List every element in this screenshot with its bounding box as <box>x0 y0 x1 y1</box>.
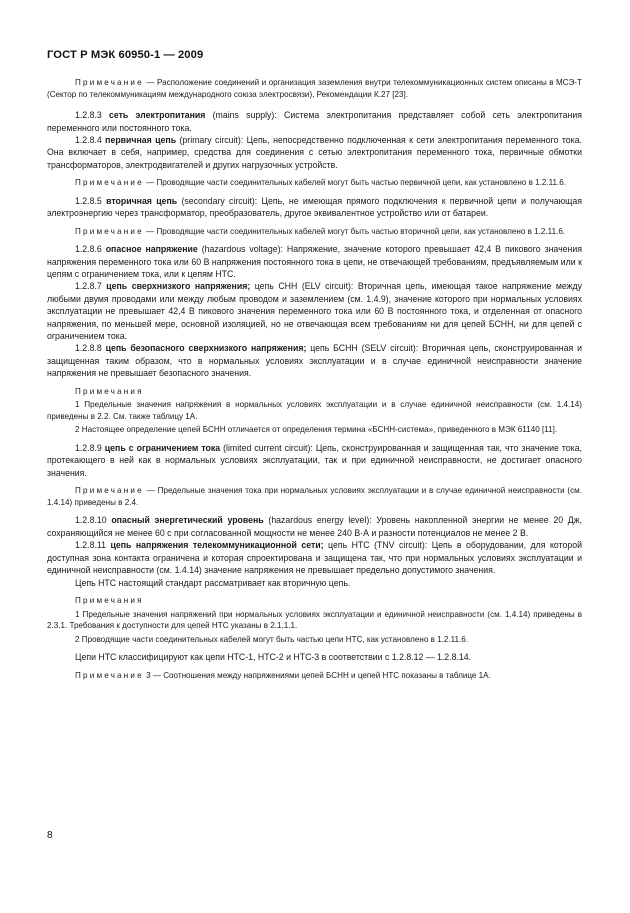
defined-term: цепь безопасного сверхнизкого напряжения; <box>105 343 307 354</box>
note-label: Примечания <box>75 386 144 396</box>
definition-1-2-8-8 <box>47 342 582 379</box>
clause-number: 1.2.8.8 <box>75 343 106 354</box>
definition-1-2-8-9 <box>47 442 582 479</box>
defined-term: вторичная цепь <box>106 195 178 206</box>
clause-number: 1.2.8.11 <box>75 540 111 551</box>
note-label: Примечание <box>75 178 144 188</box>
defined-term: опасный энергетический уровень <box>111 515 264 526</box>
definition-text: (primary circuit): Цепь, непосредственно подключенная к сети электропитания переменного тока. Она включает в себя, например, средства для соединения с сетью электропитания переменного тока, первичные обмотки трансформаторов, электродвигателей и других нагрузочных устройств. <box>47 135 582 170</box>
defined-term: цепь сверхнизкого напряжения; <box>106 281 251 292</box>
definition-1-2-8-3 <box>47 109 582 134</box>
defined-term: цепь с ограничением тока <box>104 443 221 454</box>
clause-number: 1.2.8.10 <box>75 515 112 526</box>
definition-text: (hazardous voltage): Напряжение, значение которого превышает 42,4 В пикового значения напряжения переменного тока или 60 В напряжения постоянного тока в цепи, не отвечающей требованиям, предъявляемым или к цепям с ограничением тока, или к цепям НТС. <box>47 244 582 280</box>
page-number: 8 <box>47 830 53 841</box>
note-label: Примечание <box>75 670 144 680</box>
defined-term: цепь напряжения телекоммуникационной сети; <box>110 540 324 551</box>
note-label: Примечания <box>75 595 144 605</box>
note-text: — Предельные значения тока при нормальных условиях эксплуатации и в случае единичной неисправности (см. 1.4.14) приведены в 2.4. <box>47 486 582 507</box>
page-header: ГОСТ Р МЭК 60950-1 — 2009 <box>47 49 204 61</box>
note-1 <box>47 177 582 189</box>
definition-1-2-8-11 <box>47 539 582 576</box>
note-3-item-1: 1 Предельные значения напряжения в нормальных условиях эксплуатации и в случае единичной неисправности (см. 1.4.14) приведены в 2.2. См. также таблицу 1А. <box>47 400 582 421</box>
clause-number: 1.2.8.7 <box>75 281 107 292</box>
page-body <box>47 77 582 681</box>
definition-1-2-8-4 <box>47 134 582 171</box>
notes-heading-1 <box>47 386 582 398</box>
defined-term: сеть электропитания <box>109 110 206 121</box>
defined-term: первичная цепь <box>105 135 177 145</box>
note-text: 3 — Соотношения между напряжениями цепей БСНН и цепей НТС показаны в таблице 1А. <box>143 670 491 680</box>
paragraph-tnv-classes: Цепи НТС классифицируют как цепи НТС-1, НТС-2 и НТС-3 в соответствии с 1.2.8.12 — 1.2.8.14. <box>75 652 472 663</box>
note-label: Примечание <box>75 226 144 236</box>
note-text: — Проводящие части соединительных кабелей могут быть частью первичной цепи, как установлено в 1.2.11.6. <box>143 178 567 188</box>
definition-text: цепь НТС (TNV circuit): Цепь в оборудовании, для которой доступная зона контакта ограничена и которая спроектирована и защищена так, что при нормальных условиях эксплуатации и единичной неисправности (см. 1.4.14) значение напряжения не превышает предельно допустимого значения. <box>47 540 582 576</box>
definition-text: цепь СНН (ELV circuit): Вторичная цепь, имеющая такое напряжение между любыми двумя проводами или между любым проводом и заземлением (см. 1.4.9), значение которого при нормальных условиях эксплуатации не превышает 42,4 В пикового значения переменного тока или 60 В постоянного тока, и отделенная от опасного напряжения, по меньшей мере, основной изоляцией, но не отвечающая всем требованиям ни для цепей БСНН, ни для цепей с ограничением тока. <box>47 281 582 342</box>
clause-number: 1.2.8.9 <box>75 443 105 454</box>
definition-text: (secondary circuit): Цепь, не имеющая прямого подключения к первичной цепи и получающая электроэнергию через трансформатор, преобразователь, другое эквивалентное устройство или от батареи. <box>47 195 582 219</box>
definition-1-2-8-6 <box>47 243 582 280</box>
definition-1-2-8-10 <box>47 514 582 539</box>
note-3-item-2: 2 Настоящее определение цепей БСНН отличается от определения термина «БСНН-система», приведенного в МЭК 61140 [11]. <box>75 425 558 435</box>
defined-term: опасное напряжение <box>105 244 198 255</box>
definition-text: (hazardous energy level): Уровень накопленной энергии не менее 20 Дж, сохраняющийся не менее 60 с при согласованной мощности не менее 240 В·А и разности потенциалов не менее 2 В. <box>47 515 582 538</box>
clause-number: 1.2.8.4 <box>75 135 106 145</box>
paragraph-tnv-secondary: Цепь НТС настоящий стандарт рассматривает как вторичную цепь. <box>75 577 351 588</box>
definition-1-2-8-5 <box>47 195 582 220</box>
definition-text: цепь БСНН (SELV circuit): Вторичная цепь, сконструированная и защищенная таким образом, что в нормальных условиях эксплуатации и в случае единичной неисправности значение напряжения не превышает безопасного значения. <box>47 343 582 379</box>
note-0 <box>47 77 582 100</box>
definition-1-2-8-7 <box>47 280 582 342</box>
note-2 <box>47 226 582 238</box>
note-5-item-2: 2 Проводящие части соединительных кабелей могут быть частью цепи НТС, как установлено в 1.2.11.6. <box>75 634 469 644</box>
note-text: — Расположение соединений и организация заземления внутри телекоммуникационных систем описаны в МСЭ-Т (Сектор по телекоммуникациям международного союза электросвязи), Рекомендации К.27 [23]. <box>47 78 582 99</box>
clause-number: 1.2.8.6 <box>75 244 106 255</box>
clause-number: 1.2.8.5 <box>75 195 107 206</box>
note-label: Примечание <box>75 78 144 87</box>
definition-text: (limited current circuit): Цепь, сконструированная и защищенная так, что значение тока, протекающего в ней как в нормальных условиях эксплуатации, так и при единичной неисправности, не достигает опасного значения. <box>47 443 582 478</box>
notes-heading-2 <box>47 595 582 607</box>
note-6 <box>47 670 582 682</box>
note-label: Примечание <box>75 486 144 496</box>
note-5-item-1: 1 Предельные значения напряжений при нормальных условиях эксплуатации и единичной неисправности (см. 1.4.14) приведены в 2.3.1. Требования к доступности для цепей НТС указаны в 2.1.1.1. <box>47 609 582 631</box>
definition-text: (mains supply): Система электропитания представляет собой сеть электропитания переменного или постоянного тока. <box>47 110 582 133</box>
note-text: — Проводящие части соединительных кабелей могут быть частью вторичной цепи, как установлено в 1.2.11.6. <box>143 226 566 236</box>
clause-number: 1.2.8.3 <box>75 110 109 121</box>
note-4 <box>47 485 582 508</box>
